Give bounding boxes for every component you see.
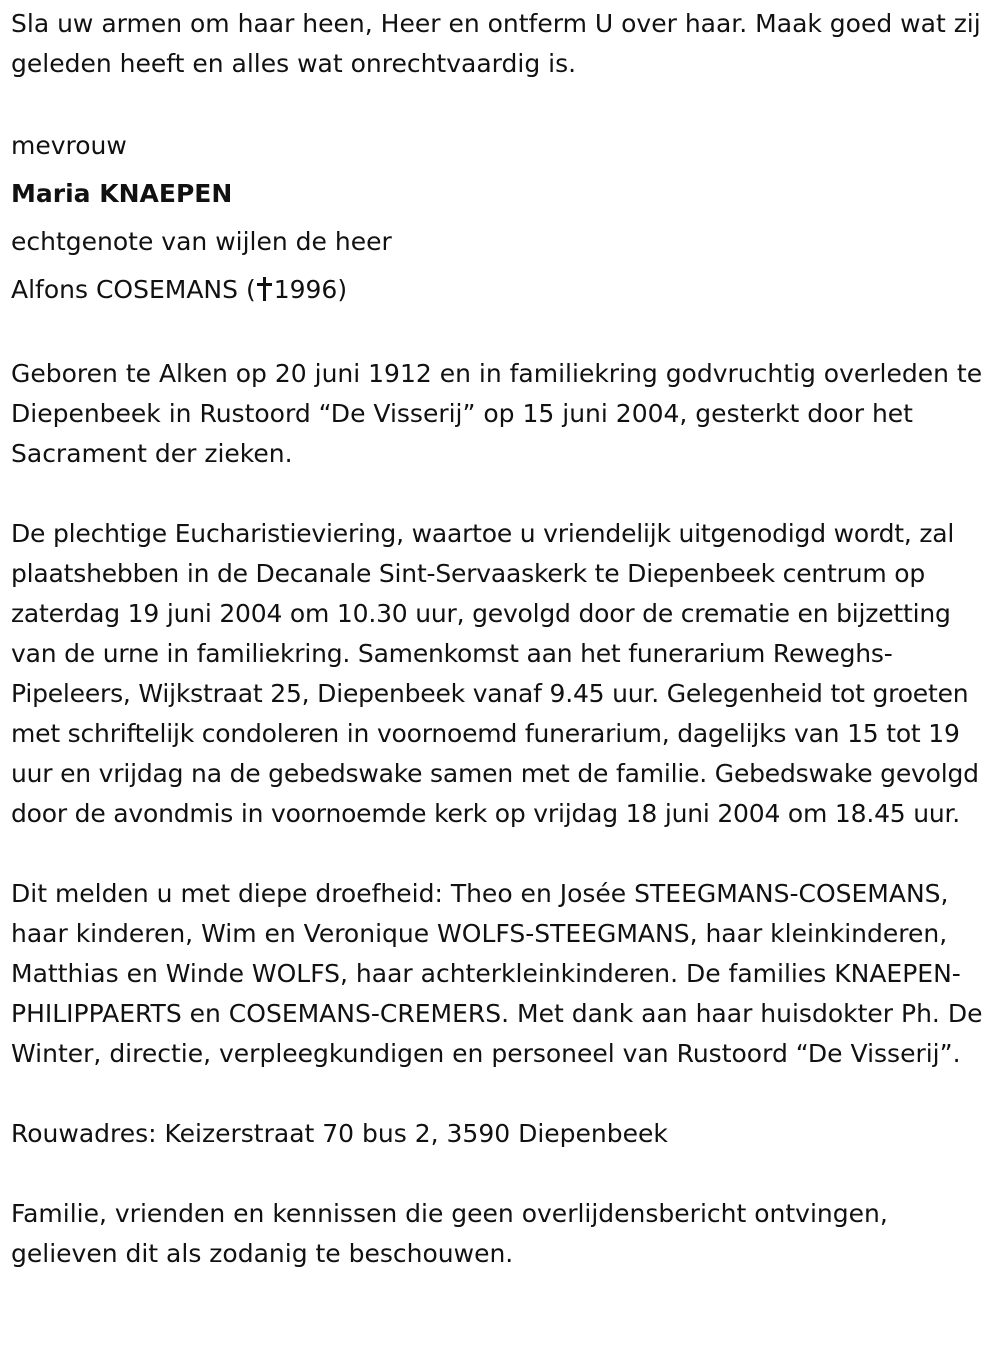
deceased-relation: echtgenote van wijlen de heer — [11, 227, 392, 256]
ceremony-paragraph: De plechtige Eucharistieviering, waartoe u vriendelijk uitgenodigd wordt, zal plaatshebben in de Decanale Sint-Servaaskerk te Diepenbeek centrum op zaterdag 19 juni 2004 om 10.30 uur, gevolgd door de crematie en bijzetting van de urne in familiekring. Samenkomst aan het funerarium Reweghs-Pipeleers, Wijkstraat 25, Diepenbeek vanaf 9.45 uur. Gelegenheid tot groeten met schriftelijk condoleren in voornoemd funerarium, dagelijks van 15 tot 19 uur en vrijdag na de gebedswake samen met de familie. Gebedswake gevolgd door de avondmis in voornoemde kerk op vrijdag 18 juni 2004 om 18.45 uur. — [11, 519, 979, 828]
family-paragraph: Dit melden u met diepe droefheid: Theo en Josée STEEGMANS-COSEMANS, haar kinderen, Wim en Veronique WOLFS-STEEGMANS, haar kleinkinderen, Matthias en Winde WOLFS, haar achterkleinkinderen. De families KNAEPEN-PHILIPPAERTS en COSEMANS-CREMERS. Met dank aan haar huisdokter Ph. De Winter, directie, verpleegkundigen en personeel van Rustoord “De Visserij”. — [11, 879, 983, 1068]
deceased-name: Maria KNAEPEN — [11, 179, 233, 208]
cross-icon — [257, 277, 271, 301]
obituary-document — [11, 4, 991, 1274]
birth-death-paragraph: Geboren te Alken op 20 juni 1912 en in familiekring godvruchtig overleden te Diepenbeek in Rustoord “De Visserij” op 15 juni 2004, gesterkt door het Sacrament der zieken. — [11, 359, 983, 468]
spouse-name: Alfons COSEMANS ( — [11, 275, 256, 304]
spouse-death-year: 1996) — [273, 275, 348, 304]
closing-note: Familie, vrienden en kennissen die geen overlijdensbericht ontvingen, gelieven dit als zodanig te beschouwen. — [11, 1199, 888, 1268]
deceased-block — [11, 122, 991, 314]
deceased-title: mevrouw — [11, 131, 127, 160]
mourning-address: Rouwadres: Keizerstraat 70 bus 2, 3590 Diepenbeek — [11, 1119, 668, 1148]
opening-prayer: Sla uw armen om haar heen, Heer en ontferm U over haar. Maak goed wat zij geleden heeft en alles wat onrechtvaardig is. — [11, 9, 981, 78]
spouse-line — [11, 266, 991, 314]
